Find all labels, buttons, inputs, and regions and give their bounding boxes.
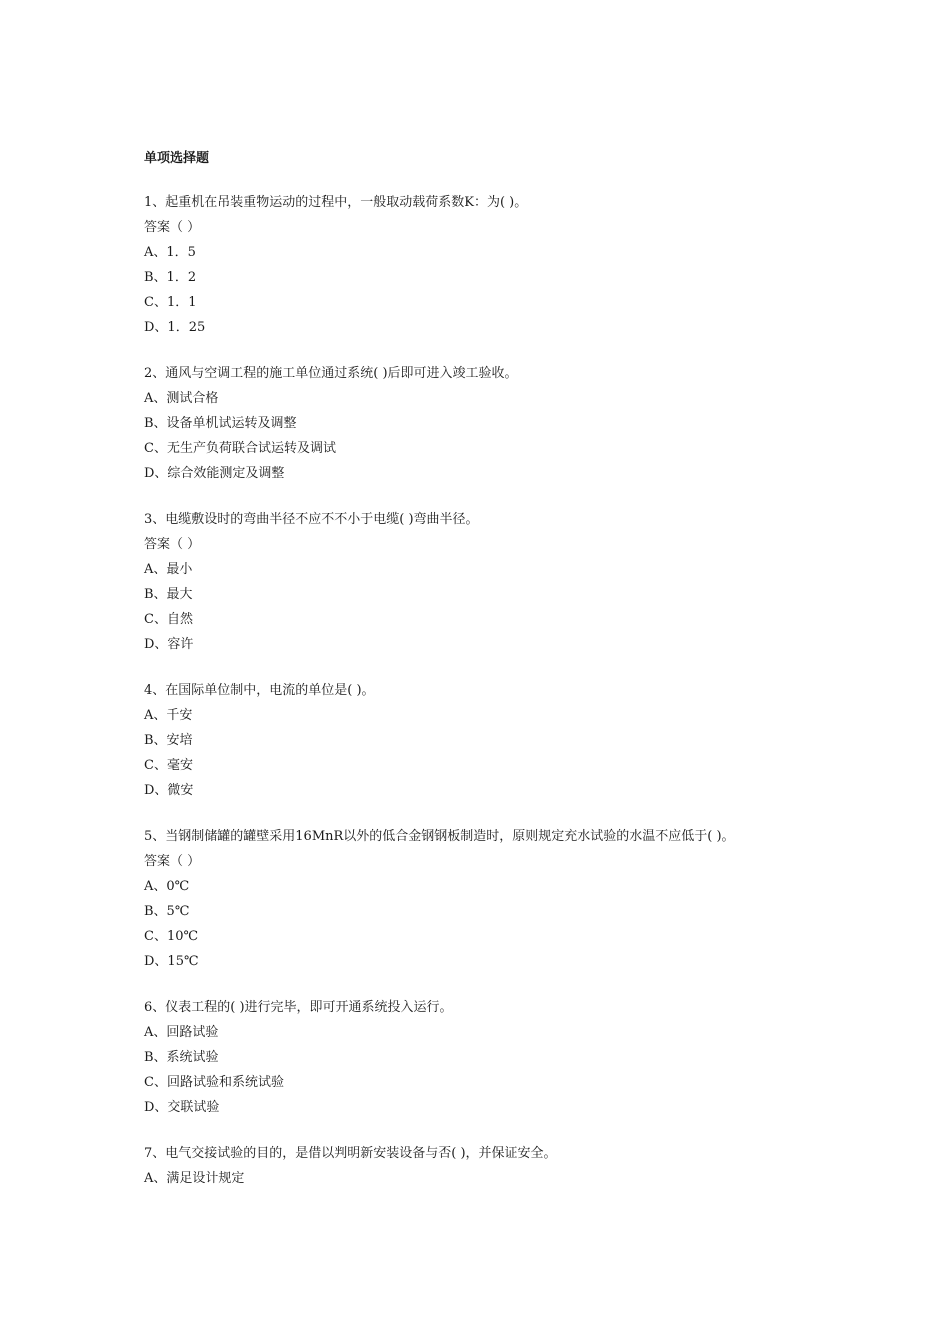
option-d: D、1．25	[144, 320, 206, 335]
option-d: D、容许	[144, 637, 194, 652]
answer-line: 答案（ ）	[144, 220, 201, 235]
option-a: A、1．5	[144, 245, 196, 260]
option-b: B、安培	[144, 733, 193, 748]
question-stem: 5、当钢制储罐的罐壁采用16MnR以外的低合金钢钢板制造时，原则规定充水试验的水温不应低于( )。	[144, 829, 735, 844]
question-stem: 3、电缆敷设时的弯曲半径不应不不小于电缆( )弯曲半径。	[144, 512, 479, 527]
question-stem: 2、通风与空调工程的施工单位通过系统( )后即可进入竣工验收。	[144, 366, 518, 381]
question-stem: 7、电气交接试验的目的，是借以判明新安装设备与否( )，并保证安全。	[144, 1146, 557, 1161]
option-a: A、满足设计规定	[144, 1171, 245, 1186]
option-c: C、毫安	[144, 758, 193, 773]
option-d: D、微安	[144, 783, 194, 798]
option-b: B、设备单机试运转及调整	[144, 416, 297, 431]
option-b: B、最大	[144, 587, 193, 602]
option-d: D、15℃	[144, 954, 199, 969]
option-a: A、0℃	[144, 879, 190, 894]
question-1	[144, 190, 824, 340]
option-b: B、系统试验	[144, 1050, 219, 1065]
question-5	[144, 824, 824, 974]
option-a: A、测试合格	[144, 391, 219, 406]
option-b: B、1．2	[144, 270, 197, 285]
answer-line: 答案（ ）	[144, 537, 201, 552]
document-page	[144, 150, 824, 1212]
question-6	[144, 995, 824, 1120]
option-a: A、最小	[144, 562, 193, 577]
option-c: C、自然	[144, 612, 193, 627]
option-d: D、交联试验	[144, 1100, 220, 1115]
option-a: A、回路试验	[144, 1025, 219, 1040]
answer-line: 答案（ ）	[144, 854, 201, 869]
question-stem: 6、仪表工程的( )进行完毕，即可开通系统投入运行。	[144, 1000, 453, 1015]
question-stem: 1、起重机在吊装重物运动的过程中，一般取动载荷系数K：为( )。	[144, 195, 528, 210]
question-2	[144, 361, 824, 486]
option-d: D、综合效能测定及调整	[144, 466, 285, 481]
question-3	[144, 507, 824, 657]
question-stem: 4、在国际单位制中，电流的单位是( )。	[144, 683, 375, 698]
option-c: C、回路试验和系统试验	[144, 1075, 284, 1090]
option-c: C、10℃	[144, 929, 199, 944]
option-a: A、千安	[144, 708, 193, 723]
option-b: B、5℃	[144, 904, 190, 919]
question-7	[144, 1141, 824, 1191]
section-title: 单项选择题	[144, 151, 210, 166]
option-c: C、1．1	[144, 295, 197, 310]
question-4	[144, 678, 824, 803]
option-c: C、无生产负荷联合试运转及调试	[144, 441, 336, 456]
